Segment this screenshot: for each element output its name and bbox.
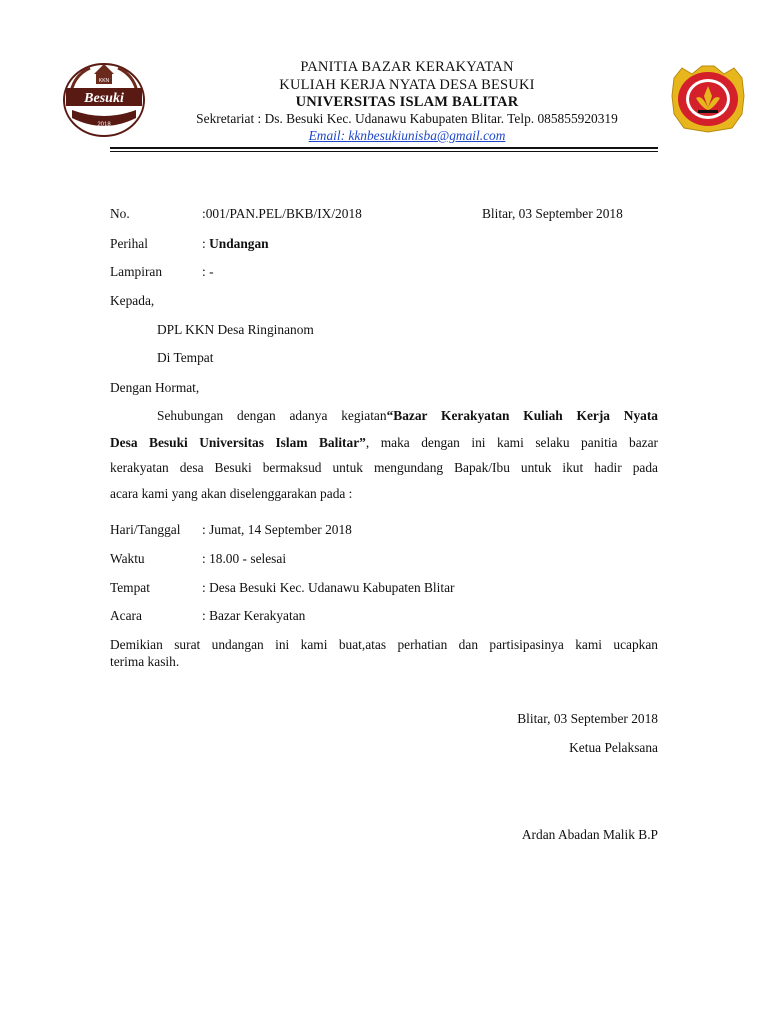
closing-line-2: terima kasih. — [110, 654, 180, 669]
letterhead-program: KULIAH KERJA NYATA DESA BESUKI — [279, 77, 535, 93]
letterhead-committee: PANITIA BAZAR KERAKYATAN — [300, 59, 514, 75]
logo-year-text: 2018 — [97, 122, 111, 128]
event-name-part1: “Bazar Kerakyatan Kuliah Kerja Nyata — [386, 408, 659, 423]
perihal-value: Undangan — [209, 236, 269, 251]
logo-script-text: Besuki — [84, 91, 124, 106]
event-time-label: Waktu — [110, 551, 145, 566]
paragraph-line-2-rest: , maka dengan ini kami selaku panitia bazar — [365, 435, 658, 450]
paragraph-line-1 — [157, 407, 658, 425]
event-day-label: Hari/Tanggal — [110, 522, 181, 537]
event-name-part2: Desa Besuki Universitas Islam Balitar” — [110, 435, 366, 450]
letterhead-email-link[interactable]: Email: kknbesukiunisba@gmail.com — [308, 128, 506, 143]
paragraph-line-2 — [110, 434, 658, 452]
event-agenda-label: Acara — [110, 608, 142, 623]
paragraph-intro: Sehubungan dengan adanya kegiatan — [157, 408, 387, 423]
signature-role: Ketua Pelaksana — [569, 740, 658, 755]
greeting: Dengan Hormat, — [110, 380, 200, 395]
university-seal-logo — [668, 64, 748, 134]
recipient-to: Kepada, — [110, 293, 155, 308]
event-time-value: : 18.00 - selesai — [202, 551, 287, 566]
closing-line-1: Demikian surat undangan ini kami buat,atas perhatian dan partisipasinya kami ucapkan — [110, 637, 658, 652]
besuki-logo — [60, 58, 148, 138]
letterhead-rule-thick — [110, 147, 658, 149]
signature-name: Ardan Abadan Malik B.P — [521, 827, 658, 842]
event-day-value: : Jumat, 14 September 2018 — [202, 522, 352, 537]
logo-badge-text: KKN — [98, 78, 110, 84]
recipient-place: Di Tempat — [157, 350, 214, 365]
lampiran-label: Lampiran — [110, 264, 163, 279]
letterhead-rule-thin — [110, 151, 658, 152]
signature-date: Blitar, 03 September 2018 — [517, 711, 658, 726]
recipient-name: DPL KKN Desa Ringinanom — [157, 322, 314, 337]
paragraph-line-3: kerakyatan desa Besuki bermaksud untuk mengundang Bapak/Ibu untuk ikut hadir pada — [110, 460, 658, 475]
letterhead-address: Sekretariat : Ds. Besuki Kec. Udanawu Kabupaten Blitar. Telp. 085855920319 — [196, 111, 618, 126]
letterhead-university: UNIVERSITAS ISLAM BALITAR — [295, 94, 519, 110]
perihal-row — [202, 235, 269, 253]
perihal-colon: : — [202, 236, 210, 251]
lampiran-value: : - — [202, 264, 214, 279]
perihal-label: Perihal — [110, 236, 148, 251]
event-place-label: Tempat — [110, 580, 150, 595]
no-label: No. — [110, 206, 130, 221]
paragraph-line-4: acara kami yang akan diselenggarakan pada : — [110, 486, 353, 501]
event-agenda-value: : Bazar Kerakyatan — [202, 608, 306, 623]
letter-date: Blitar, 03 September 2018 — [482, 206, 623, 221]
no-value: :001/PAN.PEL/BKB/IX/2018 — [202, 206, 362, 221]
event-place-value: : Desa Besuki Kec. Udanawu Kabupaten Blitar — [202, 580, 455, 595]
